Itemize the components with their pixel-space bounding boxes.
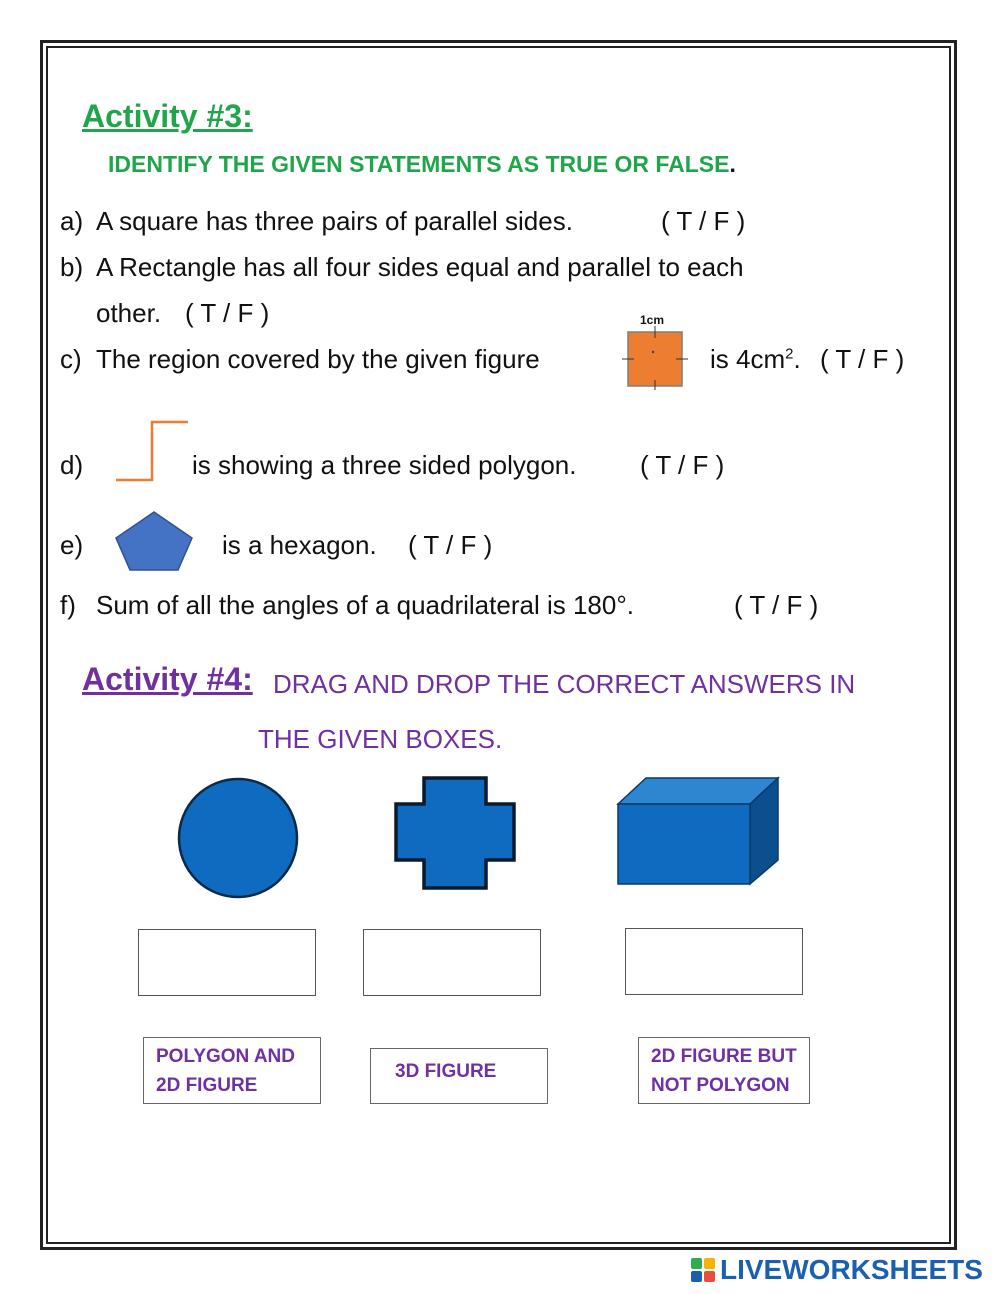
question-b-true-false[interactable]: ( T / F ) [185, 298, 270, 328]
square-center-dot [652, 351, 654, 353]
activity4-instruction-line2: THE GIVEN BOXES. [258, 724, 503, 754]
question-c-superscript: 2 [785, 345, 794, 363]
question-c-text: The region covered by the given figure [96, 344, 540, 374]
open-polyline [116, 422, 188, 480]
answer-3d-figure-line1: 3D FIGURE [395, 1061, 497, 1082]
square-side-label: 1cm [640, 313, 665, 327]
question-d-text: is showing a three sided polygon. [192, 450, 577, 480]
question-d-true-false[interactable]: ( T / F ) [640, 450, 725, 480]
question-c-true-false[interactable]: ( T / F ) [820, 344, 905, 374]
question-c-period: . [793, 344, 801, 374]
question-e-letter: e) [60, 530, 84, 560]
open-line-figure [110, 418, 192, 484]
activity3-instruction-text: IDENTIFY THE GIVEN STATEMENTS AS TRUE OR FALSE [108, 151, 730, 177]
question-c-text-after [710, 344, 801, 375]
pentagon-figure [112, 508, 196, 574]
activity4-title [82, 661, 253, 698]
question-a-text: A square has three pairs of parallel sides. [96, 206, 573, 236]
answer-2d-not-polygon[interactable] [638, 1037, 810, 1104]
question-a-letter: a) [60, 206, 84, 236]
question-b-text-line2: other. [96, 298, 162, 328]
blue-circle [179, 779, 297, 897]
drop-box-cross[interactable] [363, 929, 541, 996]
plus-cross-shape [392, 774, 520, 892]
question-c-area: is 4cm [710, 344, 786, 374]
answer-2d-not-polygon-line2: NOT POLYGON [651, 1075, 790, 1096]
activity3-instruction [108, 151, 736, 178]
answer-polygon-2d-line2: 2D FIGURE [156, 1075, 258, 1096]
activity3-title: Activity #3: [82, 98, 253, 134]
question-f-true-false[interactable]: ( T / F ) [734, 590, 819, 620]
answer-3d-figure[interactable] [370, 1048, 548, 1104]
rectangular-prism-shape [614, 774, 782, 890]
blue-cross [396, 778, 514, 888]
orange-square [628, 332, 682, 386]
liveworksheets-wordmark: LIVEWORKSHEETS [720, 1254, 983, 1285]
drop-box-prism[interactable] [625, 928, 803, 995]
question-b-text: A Rectangle has all four sides equal and parallel to each [96, 252, 744, 282]
activity4-instruction-line1: DRAG AND DROP THE CORRECT ANSWERS IN [273, 669, 856, 699]
question-e-text: is a hexagon. [222, 530, 377, 560]
liveworksheets-brand [690, 1253, 983, 1287]
question-e-true-false[interactable]: ( T / F ) [408, 530, 493, 560]
question-f-text: Sum of all the angles of a quadrilateral is 180°. [96, 590, 634, 620]
circle-shape [172, 772, 304, 904]
prism-front-face [618, 804, 750, 884]
question-b-letter: b) [60, 252, 84, 282]
question-a-true-false[interactable]: ( T / F ) [661, 206, 746, 236]
instruction-period: . [729, 151, 736, 177]
question-f-letter: f) [60, 590, 76, 620]
activity4-title-text: Activity #4: [82, 661, 253, 697]
question-d-letter: d) [60, 450, 84, 480]
question-c-letter: c) [60, 344, 82, 374]
orange-square-figure [620, 326, 692, 390]
answer-polygon-2d-line1: POLYGON AND [156, 1046, 296, 1067]
answer-polygon-2d[interactable] [143, 1037, 321, 1104]
pentagon [116, 512, 192, 570]
answer-2d-not-polygon-line1: 2D FIGURE BUT [651, 1046, 797, 1067]
liveworksheets-logo-icon [690, 1256, 716, 1284]
drop-box-circle[interactable] [138, 929, 316, 996]
